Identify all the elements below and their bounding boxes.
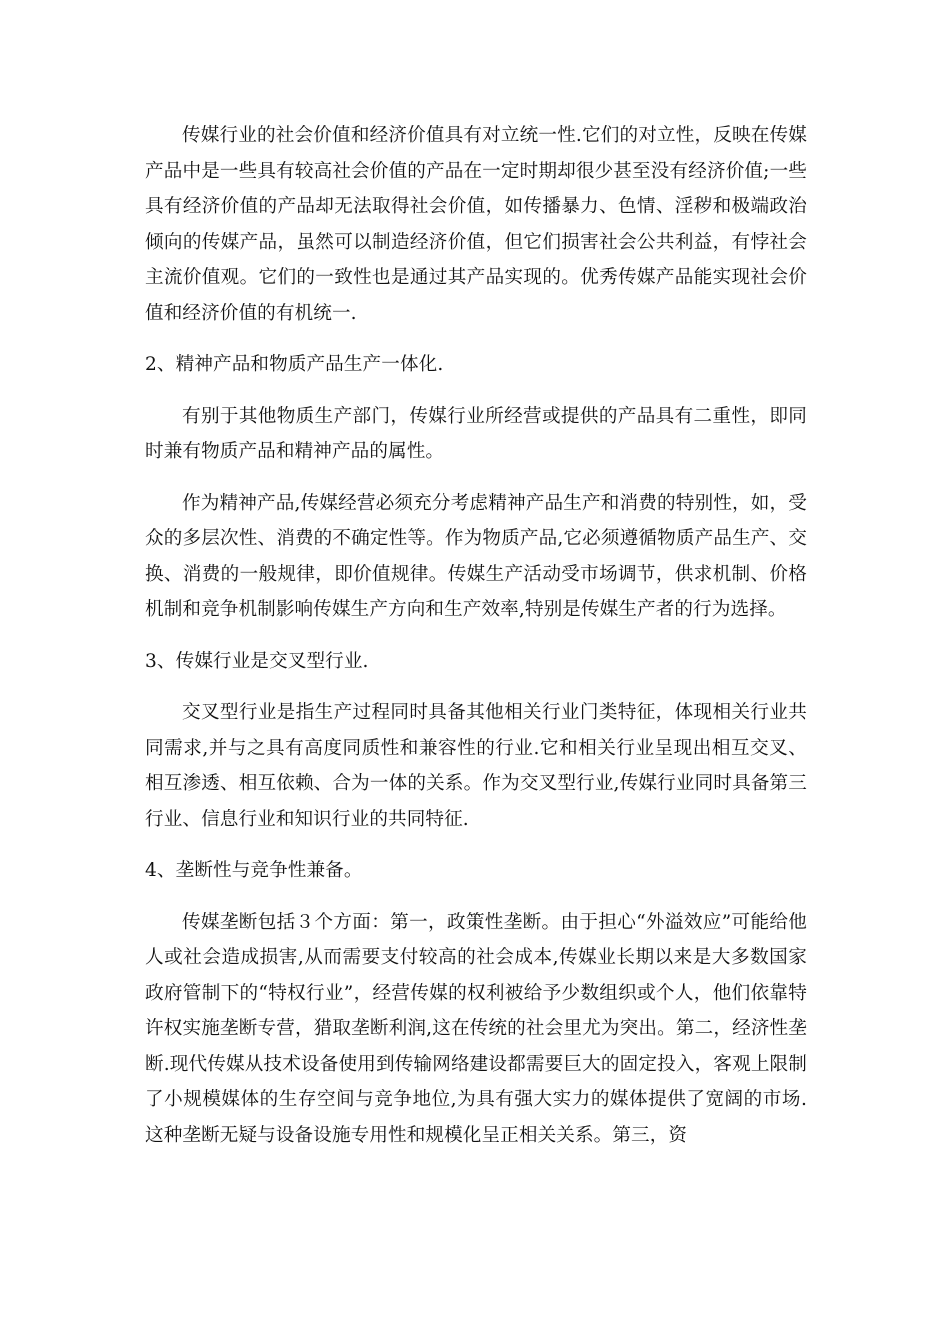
document-body	[145, 118, 807, 1153]
paragraph-dual-nature: 有别于其他物质生产部门，传媒行业所经营或提供的产品具有二重性，即同时兼有物质产品和精神产品的属性。	[145, 405, 807, 462]
paragraph-cross-industry: 交叉型行业是指生产过程同时具备其他相关行业门类特征，体现相关行业共同需求,并与之具有高度同质性和兼容性的行业.它和相关行业呈现出相互交叉、相互渗透、相互依赖、合为一体的关系。作为交叉型行业,传媒行业同时具备第三行业、信息行业和知识行业的共同特征.	[145, 702, 807, 830]
section-heading-4: 4、垄断性与竞争性兼备。	[145, 860, 363, 881]
paragraph-social-economic-value: 传媒行业的社会价值和经济价值具有对立统一性.它们的对立性，反映在传媒产品中是一些具有较高社会价值的产品在一定时期却很少甚至没有经济价值;一些具有经济价值的产品却无法取得社会价值，如传播暴力、色情、淫秽和极端政治倾向的传媒产品，虽然可以制造经济价值，但它们损害社会公共利益，有悖社会主流价值观。它们的一致性也是通过其产品实现的。优秀传媒产品能实现社会价值和经济价值的有机统一.	[145, 125, 807, 324]
section-heading-3: 3、传媒行业是交叉型行业.	[145, 650, 369, 672]
paragraph-spiritual-material: 作为精神产品,传媒经营必须充分考虑精神产品生产和消费的特别性，如，受众的多层次性、消费的不确定性等。作为物质产品,它必须遵循物质产品生产、交换、消费的一般规律，即价值规律。传媒生产活动受市场调节，供求机制、价格机制和竞争机制影响传媒生产方向和生产效率,特别是传媒生产者的行为选择。	[145, 492, 807, 620]
paragraph-monopoly: 传媒垄断包括３个方面：第一，政策性垄断。由于担心“外溢效应”可能给他人或社会造成损害,从而需要支付较高的社会成本,传媒业长期以来是大多数国家政府管制下的“特权行业”，经营传媒的权利被给予少数组织或个人，他们依靠特许权实施垄断专营，猎取垄断利润,这在传统的社会里尤为突出。第二，经济性垄断.现代传媒从技术设备使用到传输网络建设都需要巨大的固定投入，客观上限制了小规模媒体的生存空间与竞争地位,为具有强大实力的媒体提供了宽阔的市场.这种垄断无疑与设备设施专用性和规模化呈正相关关系。第三，资	[145, 911, 807, 1146]
section-heading-2: 2、精神产品和物质产品生产一体化.	[145, 354, 444, 375]
